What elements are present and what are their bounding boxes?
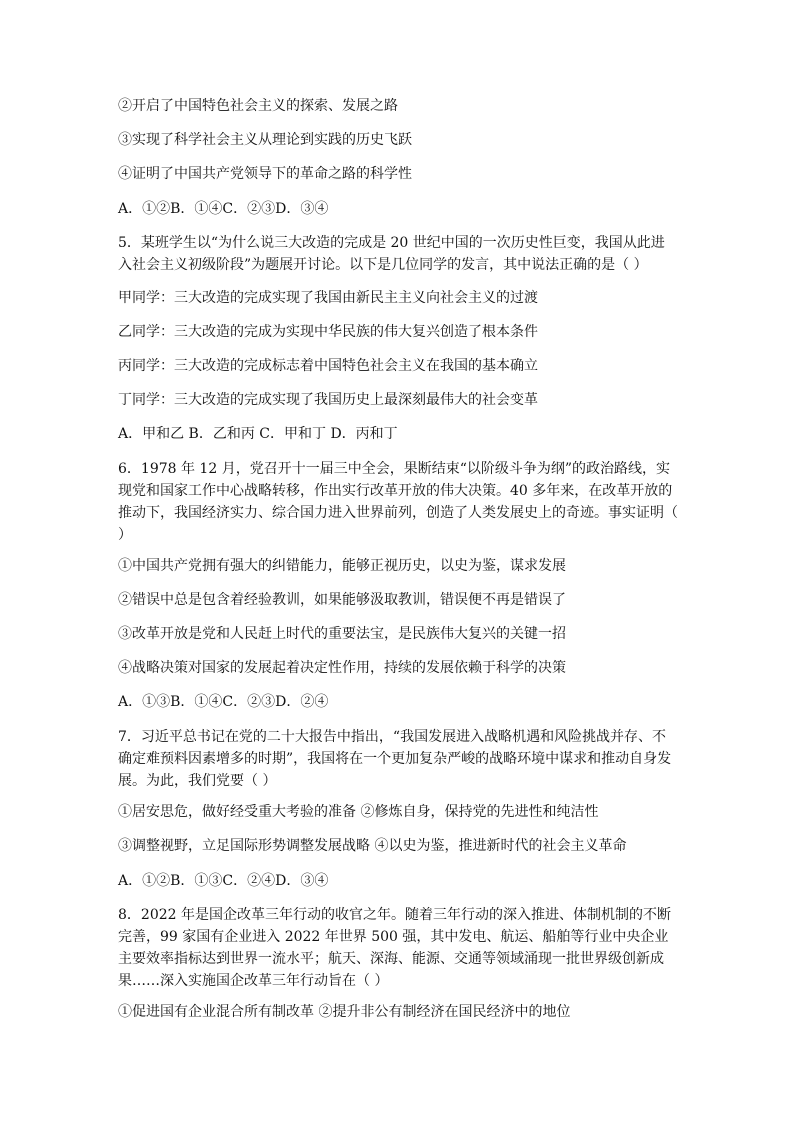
question-6: 6．1978 年 12 月，党召开十一届三中全会，果断结束“以阶级斗争为纲”的政治路线，实现党和国家工作中心战略转移，作出实行改革开放的伟大决策。40 多年来，在改革开放的推动下，我国经济实力、综合国力进入世界前列，创造了人类发展史上的奇迹。事实证明（ ） bbox=[118, 461, 678, 543]
statement-3-4-q7: ③调整视野，立足国际形势调整发展战略 ④以史为鉴，推进新时代的社会主义革命 bbox=[118, 838, 627, 854]
statement-bing: 丙同学：三大改造的完成标志着中国特色社会主义在我国的基本确立 bbox=[118, 358, 538, 374]
option-line-2: ②开启了中国特色社会主义的探索、发展之路 bbox=[118, 98, 398, 114]
answer-choices-q7: A．①②B．①③C．②④D．③④ bbox=[118, 873, 329, 889]
option-line-3: ③实现了科学社会主义从理论到实践的历史飞跃 bbox=[118, 132, 412, 148]
statement-yi: 乙同学：三大改造的完成为实现中华民族的伟大复兴创造了根本条件 bbox=[118, 324, 538, 340]
option-line-4: ④证明了中国共产党领导下的革命之路的科学性 bbox=[118, 166, 412, 182]
statement-1-q6: ①中国共产党拥有强大的纠错能力，能够正视历史，以史为鉴，谋求发展 bbox=[118, 558, 566, 574]
question-8: 8．2022 年是国企改革三年行动的收官之年。随着三年行动的深入推进、体制机制的不断完善，99 家国有企业进入 2022 年世界 500 强，其中发电、航运、船舶等行业中央企业主要效率指标达到世界一流水平；航天、深海、能源、交通等领域涌现一批世界级创新成果……深入实施国企改革三年行动旨在（ ） bbox=[118, 907, 671, 989]
question-7: 7．习近平总书记在党的二十大报告中指出，“我国发展进入战略机遇和风险挑战并存、不确定难预料因素增多的时期”，我国将在一个更加复杂严峻的战略环境中谋求和推动自身发展。为此，我们党要（ ） bbox=[118, 729, 672, 789]
answer-choices-q5: A．甲和乙 B．乙和丙 C．甲和丁 D．丙和丁 bbox=[118, 426, 398, 442]
statement-jia: 甲同学：三大改造的完成实现了我国由新民主主义向社会主义的过渡 bbox=[118, 290, 538, 306]
answer-choices-q4: A．①②B．①④C．②③D．③④ bbox=[118, 201, 329, 217]
statement-4-q6: ④战略决策对国家的发展起着决定性作用，持续的发展依赖于科学的决策 bbox=[118, 660, 566, 676]
answer-choices-q6: A．①③B．①④C．②③D．②④ bbox=[118, 694, 329, 710]
statement-1-2-q7: ①居安思危，做好经受重大考验的准备 ②修炼自身，保持党的先进性和纯洁性 bbox=[118, 804, 599, 820]
question-5: 5．某班学生以“为什么说三大改造的完成是 20 世纪中国的一次历史性巨变，我国从此进入社会主义初级阶段”为题展开讨论。以下是几位同学的发言，其中说法正确的是（ ） bbox=[118, 235, 665, 273]
statement-2-q6: ②错误中总是包含着经验教训，如果能够汲取教训，错误便不再是错误了 bbox=[118, 592, 566, 608]
statement-1-2-q8: ①促进国有企业混合所有制改革 ②提升非公有制经济在国民经济中的地位 bbox=[118, 1004, 571, 1020]
statement-ding: 丁同学：三大改造的完成实现了我国历史上最深刻最伟大的社会变革 bbox=[118, 392, 538, 408]
statement-3-q6: ③改革开放是党和人民赶上时代的重要法宝，是民族伟大复兴的关键一招 bbox=[118, 626, 566, 642]
